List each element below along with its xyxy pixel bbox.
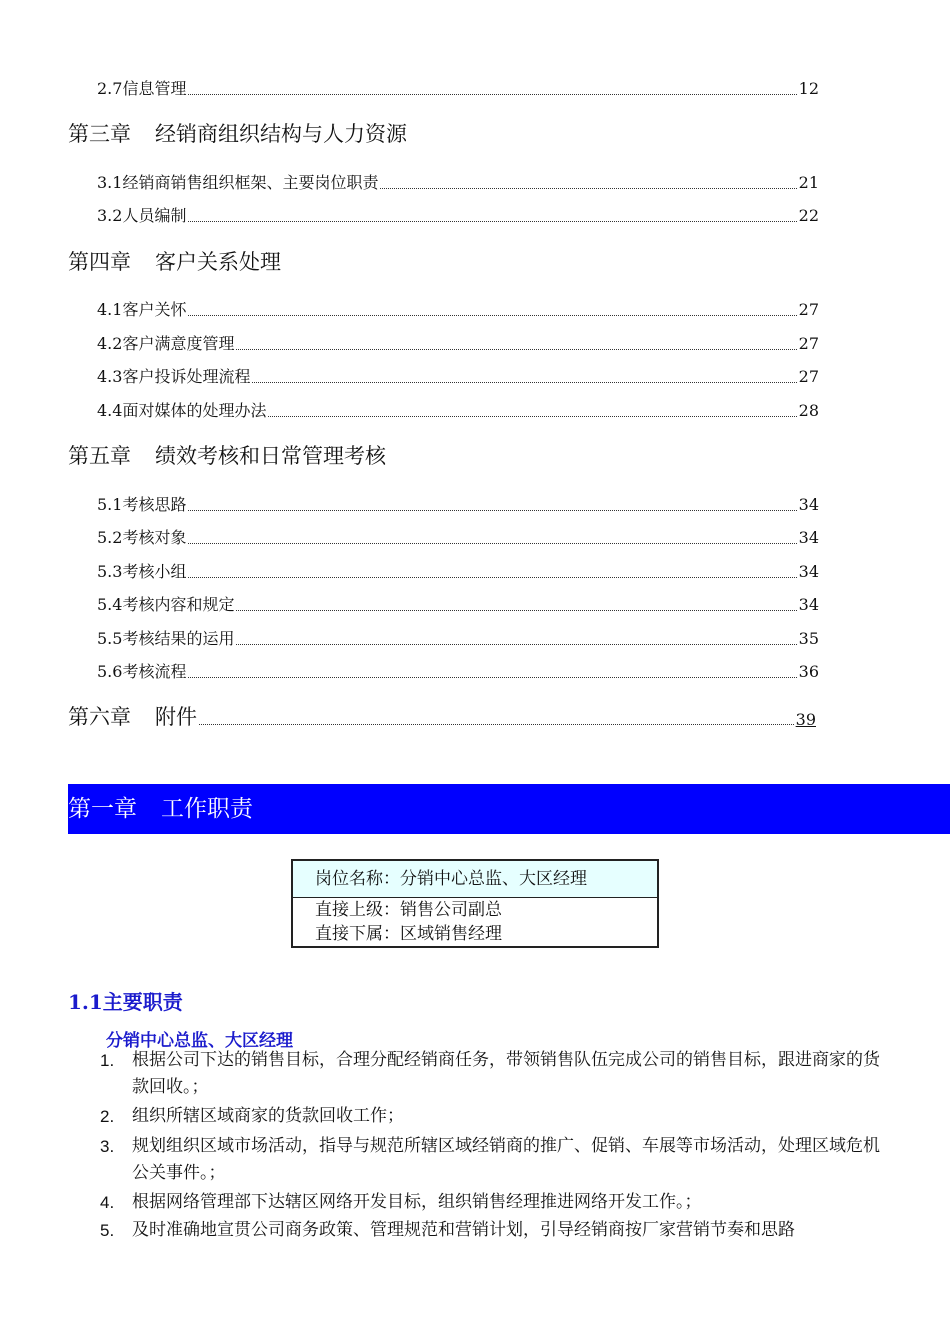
toc-page: 36 [798, 662, 819, 681]
toc-leader [188, 93, 796, 95]
toc-row-2-7[interactable] [97, 77, 819, 99]
chapter-number: 第三章 [68, 122, 131, 146]
toc-page: 34 [798, 595, 819, 614]
toc-row-5-4[interactable] [97, 593, 819, 615]
toc-label: 4.2客户满意度管理 [97, 334, 235, 353]
toc-page: 34 [798, 562, 819, 581]
toc-page: 12 [798, 79, 819, 98]
toc-leader [236, 348, 796, 350]
toc-label: 5.6考核流程 [97, 662, 187, 681]
toc-row-3-2[interactable] [97, 204, 819, 226]
toc-label: 5.5考核结果的运用 [97, 629, 235, 648]
toc-row-5-1[interactable] [97, 493, 819, 515]
toc-label: 4.4面对媒体的处理办法 [97, 401, 267, 420]
toc-page: 21 [798, 173, 819, 192]
chapter-title: 工作职责 [161, 796, 253, 822]
duty-number: 4. [100, 1193, 115, 1212]
toc-row-4-2[interactable] [97, 332, 819, 354]
toc-label: 4.1客户关怀 [97, 300, 187, 319]
chapter-title: 附件 [155, 705, 197, 729]
toc-chapter-6[interactable] [68, 704, 816, 730]
duty-text: 规划组织区域市场活动，指导与规范所辖区域经销商的推广、促销、车展等市场活动，处理区域危机公关事件。； [132, 1136, 880, 1183]
toc-page: 27 [798, 334, 819, 353]
toc-label: 5.2考核对象 [97, 528, 187, 547]
toc-chapter-5[interactable] [68, 443, 386, 469]
toc-page: 39 [795, 710, 816, 729]
duty-item [100, 1103, 890, 1130]
toc-page: 34 [798, 495, 819, 514]
chapter-number: 第五章 [68, 444, 131, 468]
toc-label: 2.7信息管理 [97, 79, 187, 98]
toc-leader [188, 576, 796, 578]
toc-row-4-3[interactable] [97, 365, 819, 387]
toc-leader [188, 676, 796, 678]
toc-row-4-4[interactable] [97, 399, 819, 421]
duty-text: 组织所辖区域商家的货款回收工作； [132, 1106, 404, 1126]
toc-label: 5.4考核内容和规定 [97, 595, 235, 614]
duty-text: 根据公司下达的销售目标，合理分配经销商任务，带领销售队伍完成公司的销售目标，跟进商家的货款回收。； [132, 1050, 880, 1097]
post-superior: 直接上级：销售公司副总 [315, 900, 502, 920]
chapter-number: 第一章 [68, 796, 137, 822]
toc-leader [252, 381, 796, 383]
duty-item [100, 1217, 890, 1244]
chapter-title: 客户关系处理 [155, 250, 281, 274]
toc-leader [268, 415, 796, 417]
post-info-table [291, 859, 659, 948]
toc-row-5-6[interactable] [97, 660, 819, 682]
toc-label: 5.1考核思路 [97, 495, 187, 514]
duty-text: 根据网络管理部下达辖区网络开发目标，组织销售经理推进网络开发工作。； [132, 1192, 702, 1212]
chapter-number: 第四章 [68, 250, 131, 274]
duty-text: 及时准确地宣贯公司商务政策、管理规范和营销计划，引导经销商按厂家营销节奏和思路 [132, 1220, 795, 1240]
chapter-title: 经销商组织结构与人力资源 [155, 122, 407, 146]
duty-item [100, 1133, 890, 1187]
toc-leader [236, 643, 796, 645]
toc-chapter-3[interactable] [68, 121, 407, 147]
toc-page: 28 [798, 401, 819, 420]
toc-leader [188, 542, 796, 544]
chapter-1-banner [68, 784, 950, 834]
toc-label: 4.3客户投诉处理流程 [97, 367, 251, 386]
toc-page: 27 [798, 300, 819, 319]
toc-page: 34 [798, 528, 819, 547]
toc-label: 3.1经销商销售组织框架、主要岗位职责 [97, 173, 379, 192]
toc-leader [380, 187, 796, 189]
toc-row-5-5[interactable] [97, 627, 819, 649]
toc-chapter-4[interactable] [68, 249, 281, 275]
toc-page: 22 [798, 206, 819, 225]
section-subtitle: 分销中心总监、大区经理 [106, 1031, 293, 1051]
post-subordinate: 直接下属：区域销售经理 [315, 924, 502, 944]
toc-leader [236, 609, 796, 611]
toc-row-3-1[interactable] [97, 171, 819, 193]
duty-number: 3. [100, 1137, 115, 1156]
toc-leader [188, 220, 796, 222]
chapter-number: 第六章 [68, 705, 131, 729]
post-name: 岗位名称：分销中心总监、大区经理 [293, 861, 657, 898]
section-title: 1.1主要职责 [68, 990, 183, 1014]
chapter-title: 绩效考核和日常管理考核 [155, 444, 386, 468]
toc-leader [199, 724, 794, 725]
toc-row-5-2[interactable] [97, 526, 819, 548]
toc-leader [188, 509, 796, 511]
duty-number: 2. [100, 1107, 115, 1126]
toc-page: 35 [798, 629, 819, 648]
toc-leader [188, 314, 796, 316]
duty-item [100, 1189, 890, 1216]
toc-page: 27 [798, 367, 819, 386]
toc-label: 5.3考核小组 [97, 562, 187, 581]
duty-number: 5. [100, 1221, 115, 1240]
toc-label: 3.2人员编制 [97, 206, 187, 225]
duty-item [100, 1047, 890, 1101]
toc-row-5-3[interactable] [97, 560, 819, 582]
toc-row-4-1[interactable] [97, 298, 819, 320]
duty-number: 1. [100, 1051, 115, 1070]
